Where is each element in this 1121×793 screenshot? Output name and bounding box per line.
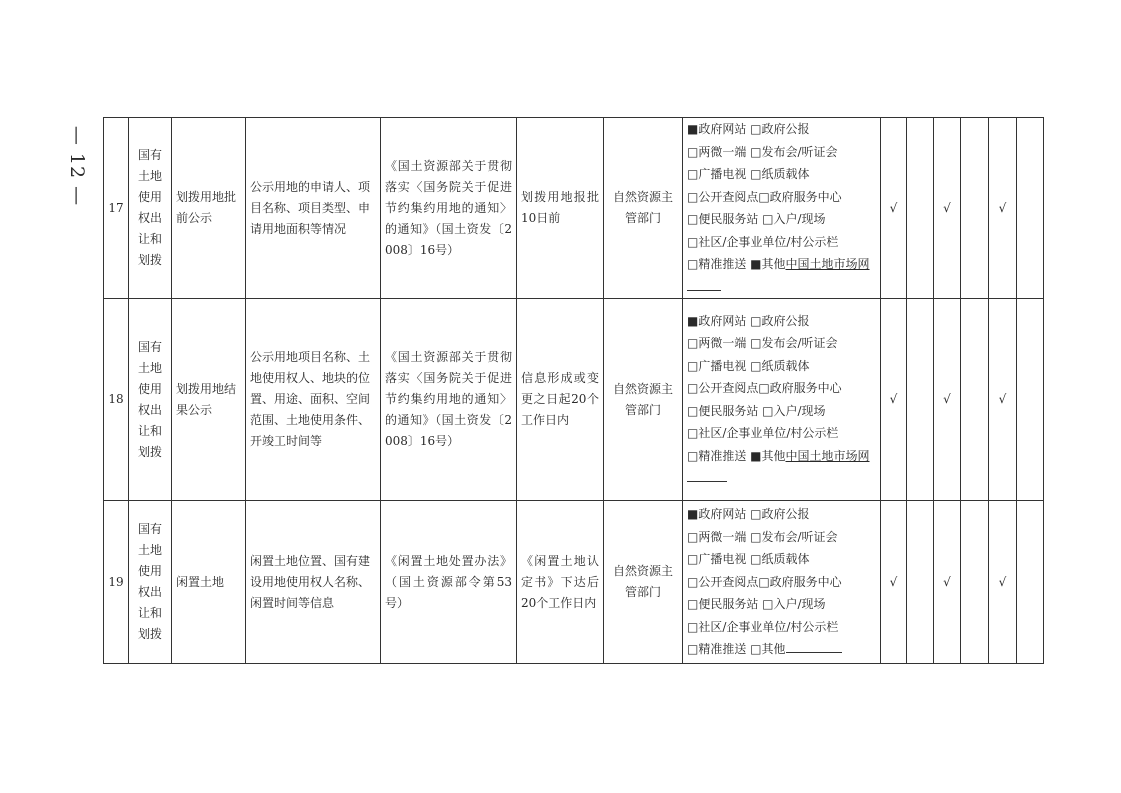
dept-cell: 自然资源主管部门 — [604, 118, 683, 299]
channel-line: ■政府网站 □政府公报 — [687, 507, 810, 522]
channel-line: □社区/企事业单位/村公示栏 — [687, 619, 839, 634]
channel-line: □便民服务站 □入户/现场 — [687, 597, 826, 612]
check-cell: √ — [934, 299, 961, 501]
channel-other-prefix: □精准推送 ■其他 — [687, 448, 786, 463]
time-limit-cell: 信息形成或变更之日起20个工作日内 — [517, 299, 604, 501]
channels-cell — [683, 501, 881, 664]
check-cell: √ — [989, 299, 1017, 501]
channel-line: □广播电视 □纸质载体 — [687, 552, 810, 567]
item-cell: 划拨用地批前公示 — [172, 118, 246, 299]
channel-line: □广播电视 □纸质载体 — [687, 358, 810, 373]
channel-line-other — [687, 253, 876, 298]
channel-line: ■政府网站 □政府公报 — [687, 122, 810, 136]
table-row — [104, 501, 1044, 664]
channel-line-other — [687, 638, 876, 661]
channel-other-prefix: □精准推送 ■其他 — [687, 257, 786, 271]
table-row — [104, 299, 1044, 501]
time-limit-cell: 划拨用地报批10日前 — [517, 118, 604, 299]
check-cell: √ — [989, 118, 1017, 299]
channels-cell — [683, 118, 881, 299]
underline-blank — [786, 639, 842, 653]
check-cell — [961, 501, 989, 664]
check-cell — [961, 118, 989, 299]
channel-line: ■政府网站 □政府公报 — [687, 313, 810, 328]
underline-blank — [687, 468, 727, 482]
check-cell: √ — [881, 501, 907, 664]
content-cell: 闲置土地位置、国有建设用地使用权人名称、闲置时间等信息 — [246, 501, 381, 664]
check-cell: √ — [934, 501, 961, 664]
channel-other-prefix: □精准推送 □其他 — [687, 642, 786, 657]
row-number: 17 — [104, 118, 129, 299]
content-cell: 公示用地项目名称、土地使用权人、地块的位置、用途、面积、空间范围、土地使用条件、开竣工时间等 — [246, 299, 381, 501]
channel-line: □便民服务站 □入户/现场 — [687, 212, 826, 226]
basis-cell: 《国土资源部关于贯彻落实〈国务院关于促进节约集约用地的通知〉的通知》（国土资发〔2008〕16号） — [381, 299, 517, 501]
check-cell — [961, 299, 989, 501]
channel-line-other — [687, 445, 876, 490]
channel-line: □广播电视 □纸质载体 — [687, 167, 810, 181]
channel-line: □便民服务站 □入户/现场 — [687, 403, 826, 418]
channel-other-value: 中国土地市场网 — [785, 257, 870, 271]
check-cell — [907, 299, 934, 501]
basis-cell: 《闲置土地处置办法》（国土资源部令第53号） — [381, 501, 517, 664]
item-cell: 划拨用地结果公示 — [172, 299, 246, 501]
time-limit-cell: 《闲置土地认定书》下达后20个工作日内 — [517, 501, 604, 664]
category-cell: 国有土地使用权出让和划拨 — [129, 299, 172, 501]
item-cell: 闲置土地 — [172, 501, 246, 664]
row-number: 19 — [104, 501, 129, 664]
check-cell: √ — [881, 118, 907, 299]
check-cell: √ — [934, 118, 961, 299]
check-cell — [1017, 501, 1044, 664]
channel-line: □两微一端 □发布会/听证会 — [687, 336, 838, 350]
channel-line: □两微一端 □发布会/听证会 — [687, 529, 838, 544]
check-cell — [907, 118, 934, 299]
channel-line: □公开查阅点□政府服务中心 — [687, 189, 842, 204]
channel-line: □公开查阅点□政府服务中心 — [687, 574, 842, 589]
table-row — [104, 118, 1044, 299]
dept-cell: 自然资源主管部门 — [604, 501, 683, 664]
dept-cell: 自然资源主管部门 — [604, 299, 683, 501]
check-cell — [1017, 118, 1044, 299]
channel-line: □公开查阅点□政府服务中心 — [687, 381, 842, 395]
category-cell: 国有土地使用权出让和划拨 — [129, 501, 172, 664]
page-number — [62, 118, 92, 214]
content-cell: 公示用地的申请人、项目名称、项目类型、申请用地面积等情况 — [246, 118, 381, 299]
channel-line: □社区/企事业单位/村公示栏 — [687, 426, 839, 440]
row-number: 18 — [104, 299, 129, 501]
check-cell: √ — [989, 501, 1017, 664]
category-cell: 国有土地使用权出让和划拨 — [129, 118, 172, 299]
channel-other-value: 中国土地市场网 — [785, 448, 870, 463]
check-cell — [907, 501, 934, 664]
underline-blank — [687, 277, 721, 291]
check-cell: √ — [881, 299, 907, 501]
basis-cell: 《国土资源部关于贯彻落实〈国务院关于促进节约集约用地的通知〉的通知》（国土资发〔2008〕16号） — [381, 118, 517, 299]
channel-line: □社区/企事业单位/村公示栏 — [687, 234, 839, 249]
page-number-text: — 12 — — [66, 125, 89, 207]
channels-cell — [683, 299, 881, 501]
check-cell — [1017, 299, 1044, 501]
disclosure-table — [103, 117, 1044, 664]
channel-line: □两微一端 □发布会/听证会 — [687, 144, 838, 159]
